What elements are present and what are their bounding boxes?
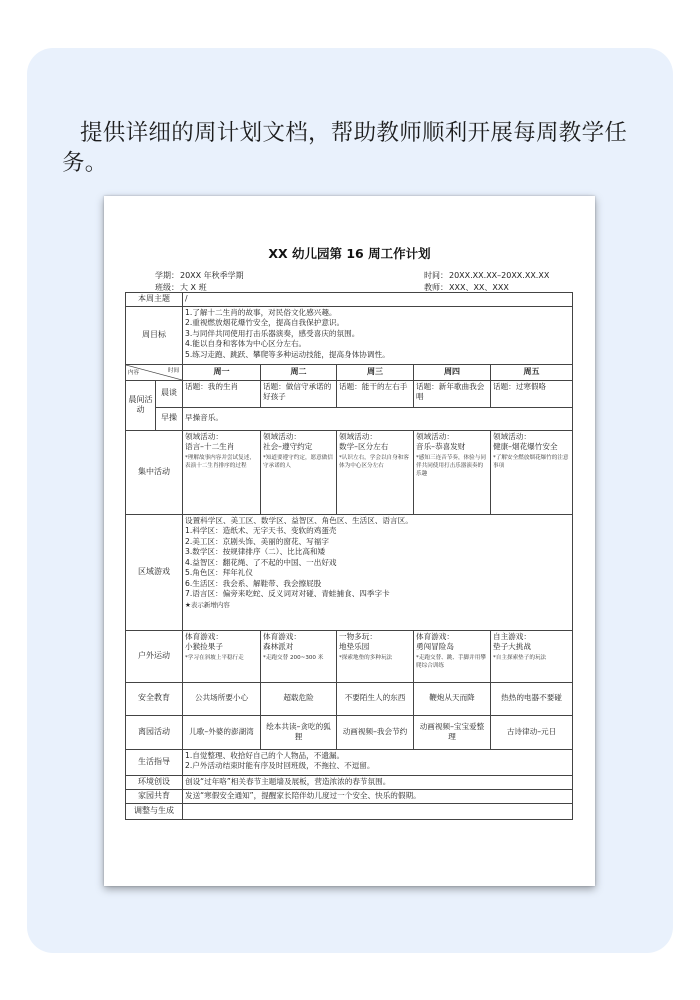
- home-value: 发送“寒假安全通知”，提醒家长陪伴幼儿度过一个安全、快乐的假期。: [183, 789, 573, 803]
- goal-item: 2.重视燃放烟花爆竹安全，提高自我保护意识。: [185, 318, 345, 327]
- outdoor-activity: [337, 630, 414, 682]
- goal-item: 1.了解十二生肖的故事，对民俗文化感兴趣。: [185, 307, 337, 317]
- activity-note: *知道要遵守约定，愿意做信守承诺的人: [263, 454, 333, 469]
- outdoor-title: 一物多玩：: [339, 631, 377, 641]
- outdoor-note: *走跑交替 200~300 米: [263, 654, 324, 661]
- time-label: 时间：: [424, 271, 448, 280]
- safety-item: 公共场所要小心: [183, 682, 261, 715]
- teacher-label: 教师：: [424, 283, 448, 292]
- outdoor-name: 森林派对: [263, 642, 294, 651]
- adjust-value: [183, 803, 573, 819]
- outdoor-note: *走跑交替、跳、手脚并用攀爬综合训练: [416, 654, 486, 669]
- goal-item: 3.与同伴共同使用打击乐器演奏，感受喜庆的氛围。: [185, 328, 360, 338]
- table-row: [126, 306, 573, 364]
- table-row: [126, 803, 573, 819]
- safety-item: 超载危险: [261, 682, 337, 715]
- morning-exercise-label: 早操: [156, 407, 183, 430]
- table-row: [126, 789, 573, 803]
- group-activity: [183, 430, 261, 514]
- table-row: [126, 775, 573, 789]
- activity-name: 音乐–恭喜发财: [416, 442, 466, 451]
- document-preview: [104, 196, 595, 886]
- corner-content: 内容: [128, 370, 140, 376]
- table-row: [126, 514, 573, 630]
- table-row: [126, 430, 573, 514]
- activity-title: 领域活动：: [493, 431, 531, 441]
- safety-item: 鞭炮从天而降: [414, 682, 491, 715]
- semester-value: 20XX 年秋季学期: [180, 271, 244, 280]
- outdoor-activity: [261, 630, 337, 682]
- activity-title: 领域活动：: [416, 431, 454, 441]
- area-footnote: ★表示新增内容: [185, 600, 230, 609]
- theme-value: /: [183, 293, 573, 307]
- env-value: 创设“过年咯”相关春节主题墙及展板，营造浓浓的春节氛围。: [183, 775, 573, 789]
- outdoor-note: *自主探索垫子的玩法: [493, 654, 547, 661]
- day-header: 周三: [337, 364, 414, 380]
- group-activity: [261, 430, 337, 514]
- table-row: [126, 630, 573, 682]
- outdoor-name: 小猴捡果子: [185, 642, 223, 651]
- outdoor-activity: [414, 630, 491, 682]
- activity-name: 社会–遵守约定: [263, 442, 313, 451]
- life-item: 1.自觉整理、收拾好自己的个人物品，不遗漏。: [185, 750, 345, 760]
- activity-name: 健康–烟花爆竹安全: [493, 442, 558, 451]
- safety-item: 不要陌生人的东西: [337, 682, 414, 715]
- leave-item: 动画视频–我会节约: [337, 715, 414, 749]
- class-value: 大 X 班: [180, 283, 207, 292]
- table-row: [126, 715, 573, 749]
- activity-note: *感知三连音节奏，体验与同伴共同使用打击乐器演奏的乐趣: [416, 454, 486, 477]
- page-heading: 提供详细的周计划文档，帮助教师顺利开展每周教学任务。: [62, 120, 628, 176]
- area-item: 2.美工区：京剧头饰、美丽的窗花、写福字: [185, 536, 329, 546]
- goals-cell: [183, 306, 573, 364]
- group-activity: [337, 430, 414, 514]
- outdoor-title: 体育游戏：: [263, 631, 301, 641]
- table-row: [126, 364, 573, 380]
- outdoor-note: *学习在斜坡上平稳行走: [185, 654, 244, 661]
- group-activity: [414, 430, 491, 514]
- semester-label: 学期：: [155, 271, 179, 280]
- outdoor-title: 自主游戏：: [493, 631, 531, 641]
- table-row: [126, 407, 573, 430]
- document-title: XX 幼儿园第 16 周工作计划: [268, 246, 431, 261]
- activity-name: 语言–十二生肖: [185, 442, 235, 451]
- outdoor-name: 地垫乐园: [339, 642, 370, 651]
- adjust-label: 调整与生成: [126, 803, 183, 819]
- group-activity-label: 集中活动: [126, 430, 183, 514]
- table-row: [126, 293, 573, 307]
- outdoor-title: 体育游戏：: [185, 631, 223, 641]
- leave-item: 动画视频–宝宝爱整理: [414, 715, 491, 749]
- weekly-plan-table: [125, 292, 573, 820]
- morning-talk: 话题：新年歌曲我会唱: [414, 380, 491, 407]
- safety-label: 安全教育: [126, 682, 183, 715]
- outdoor-label: 户外运动: [126, 630, 183, 682]
- leave-item: 绘本共读–贪吃的狐狸: [261, 715, 337, 749]
- morning-talk: 话题：做信守承诺的好孩子: [261, 380, 337, 407]
- outdoor-name: 垫子大挑战: [493, 642, 531, 651]
- morning-talk: 话题：能干的左右手: [337, 380, 414, 407]
- teacher-value: XXX、XX、XXX: [449, 283, 509, 292]
- goals-label: 周目标: [126, 306, 183, 364]
- activity-name: 数学–区分左右: [339, 442, 389, 451]
- morning-talk: 话题：我的生肖: [183, 380, 261, 407]
- area-item: 7.语言区：偏旁来吃蛇、反义词对对碰、青蛙捕食、四季字卡: [185, 589, 390, 598]
- day-header: 周一: [183, 364, 261, 380]
- table-row: [126, 749, 573, 775]
- area-item: 4.益智区：翻花绳、了不起的中国、一出好戏: [185, 557, 337, 567]
- theme-label: 本周主题: [126, 293, 183, 307]
- activity-note: *认识左右，学会以自身和客体为中心区分左右: [339, 454, 409, 469]
- leave-label: 离园活动: [126, 715, 183, 749]
- area-item: 1.科学区：造纸术、无字天书、变软的鸡蛋壳: [185, 526, 337, 535]
- morning-exercise-value: 早操音乐。: [183, 407, 573, 430]
- time-value: 20XX.XX.XX–20XX.XX.XX: [449, 271, 550, 280]
- day-header: 周二: [261, 364, 337, 380]
- activity-title: 领域活动：: [185, 431, 223, 441]
- leave-item: 古诗律动–元日: [491, 715, 573, 749]
- outdoor-activity: [183, 630, 261, 682]
- activity-title: 领域活动：: [339, 431, 377, 441]
- area-games-cell: [183, 514, 573, 630]
- day-header: 周四: [414, 364, 491, 380]
- activity-title: 领域活动：: [263, 431, 301, 441]
- area-item: 5.角色区：拜年礼仪: [185, 568, 253, 577]
- outdoor-activity: [491, 630, 573, 682]
- class-label: 班级：: [155, 283, 179, 292]
- area-item: 设置科学区、美工区、数学区、益智区、角色区、生活区、语言区。: [185, 515, 413, 525]
- life-item: 2.户外活动结束时能有序及时回班级，不拖拉、不逗留。: [185, 761, 375, 770]
- area-item: 6.生活区：我会系、解鞋带、我会擦屁股: [185, 578, 322, 588]
- semester-info: [155, 270, 244, 281]
- life-cell: [183, 749, 573, 775]
- life-label: 生活指导: [126, 749, 183, 775]
- area-item: 3.数学区：按规律排序（二）、比比高和矮: [185, 547, 326, 556]
- day-header: 周五: [491, 364, 573, 380]
- leave-item: 儿歌–外婆的澎湖湾: [183, 715, 261, 749]
- home-label: 家园共育: [126, 789, 183, 803]
- group-activity: [491, 430, 573, 514]
- env-label: 环境创设: [126, 775, 183, 789]
- safety-item: 热热的电器不要碰: [491, 682, 573, 715]
- area-games-label: 区域游戏: [126, 514, 183, 630]
- activity-note: *理解故事内容并尝试复述，表演十二生肖排序的过程: [185, 454, 255, 469]
- outdoor-note: *探索地垫的多种玩法: [339, 654, 393, 661]
- morning-label: 晨间活动: [126, 380, 156, 430]
- corner-cell: [126, 364, 183, 380]
- outdoor-name: 勇闯冒险岛: [416, 642, 454, 651]
- table-row: [126, 682, 573, 715]
- corner-time: 时间: [167, 367, 179, 374]
- goal-item: 5.练习走跑、跳跃、攀爬等多种运动技能，提高身体协调性。: [185, 349, 390, 359]
- morning-talk-label: 晨谈: [156, 380, 183, 407]
- outdoor-title: 体育游戏：: [416, 631, 454, 641]
- activity-note: *了解安全燃放烟花爆竹的注意事项: [493, 454, 569, 469]
- table-row: [126, 380, 573, 407]
- goal-item: 4.能以自身和客体为中心区分左右。: [185, 339, 307, 348]
- morning-talk: 话题：过寒假咯: [491, 380, 573, 407]
- time-info: [424, 270, 549, 281]
